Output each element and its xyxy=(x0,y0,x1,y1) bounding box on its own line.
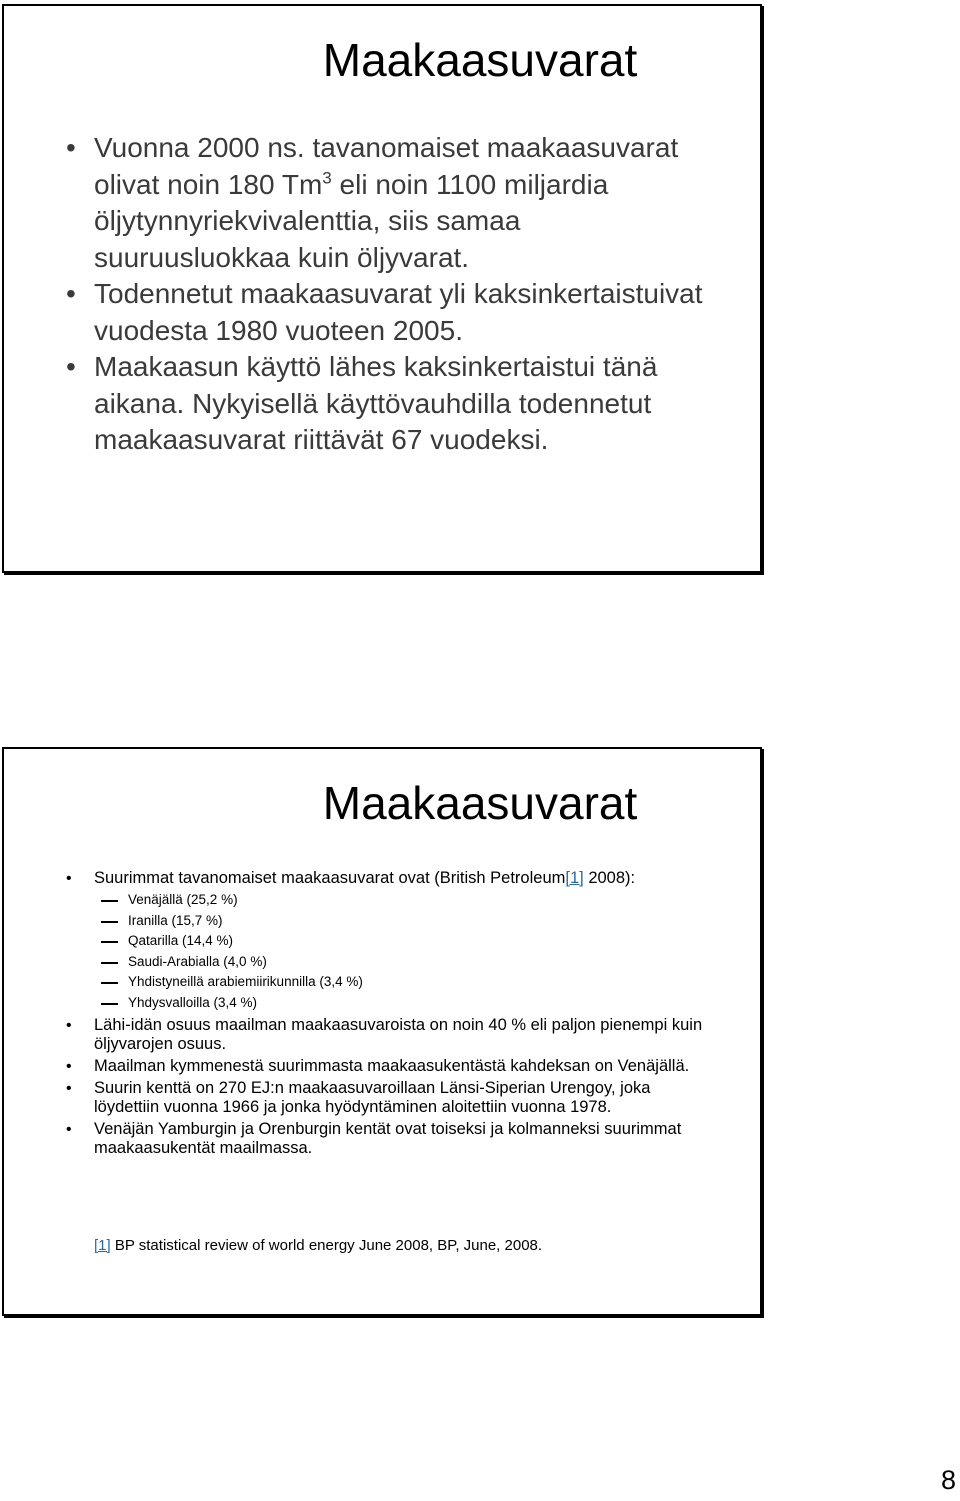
slide-2-title: Maakaasuvarat xyxy=(322,777,638,829)
slide-2-bullet-intro: • Suurimmat tavanomaiset maakaasuvarat ovat (British Petroleum[1] 2008): Venäjällä (25,2 %) Iranilla (15,7 %) Qatarilla (14,4 %) Saudi-Arabialla (4,0 %) Yhdistyneillä arabiemiirikunnilla (3,4 %) Yhdysvalloilla (3,4 %) xyxy=(66,869,716,1013)
slide-1-bullet-list xyxy=(66,130,706,459)
superscript-3: 3 xyxy=(322,168,332,188)
country-item: Yhdistyneillä arabiemiirikunnilla (3,4 %) xyxy=(101,972,716,993)
slide-2-bullet: • Suurin kenttä on 270 EJ:n maakaasuvaroillaan Länsi-Siperian Urengoy, joka löydettiin vuonna 1966 ja jonka hyödyntäminen aloitettiin vuonna 1978. xyxy=(66,1079,651,1116)
bullet-dot-icon: • xyxy=(66,870,72,887)
bullet-dot-icon: • xyxy=(66,132,76,163)
dash-icon xyxy=(101,900,118,902)
dash-icon xyxy=(101,921,118,923)
footnote: [1] BP statistical review of world energy June 2008, BP, June, 2008. xyxy=(94,1237,543,1254)
country-item: Yhdysvalloilla (3,4 %) xyxy=(101,993,716,1014)
bullet-dot-icon: • xyxy=(66,351,76,382)
slide-1-bullet-1: • Vuonna 2000 ns. tavanomaiset maakaasuvarat olivat noin 180 Tm$^3$ eli noin 1100 miljardia öljytynnyriekvivalenttia, siis samaa suuruusluokkaa kuin öljyvarat. xyxy=(66,132,679,273)
dash-icon xyxy=(101,962,118,964)
country-item: Qatarilla (14,4 %) xyxy=(101,931,716,952)
country-item: Iranilla (15,7 %) xyxy=(101,911,716,932)
country-item: Venäjällä (25,2 %) xyxy=(101,890,716,911)
footnote-ref-link[interactable]: [1] xyxy=(565,869,584,887)
slide-2-bullet: • Lähi-idän osuus maailman maakaasuvaroista on noin 40 % eli paljon pienempi kuin öljyvarojen osuus. xyxy=(66,1016,703,1053)
dash-icon xyxy=(101,1003,118,1005)
slide-2-bullet: • Maailman kymmenestä suurimmasta maakaasukentästä kahdeksan on Venäjällä. xyxy=(66,1057,690,1075)
footnote-ref-link[interactable]: [1] xyxy=(94,1237,111,1254)
bullet-dot-icon: • xyxy=(66,1121,72,1138)
dash-icon xyxy=(101,982,118,984)
slide-2-bullet-list xyxy=(66,869,716,1161)
bullet-dot-icon: • xyxy=(66,1080,72,1097)
bullet-dot-icon: • xyxy=(66,1058,72,1075)
slide-1-bullet-2: • Todennetut maakaasuvarat yli kaksinkertaistuivat vuodesta 1980 vuoteen 2005. xyxy=(66,278,703,346)
slide-1-title: Maakaasuvarat xyxy=(322,34,638,86)
slide-2-bullet: • Venäjän Yamburgin ja Orenburgin kentät ovat toiseksi ja kolmanneksi suurimmat maakaasukentät maailmassa. xyxy=(66,1120,682,1157)
bullet-dot-icon: • xyxy=(66,1017,72,1034)
page-number: 8 xyxy=(940,1465,956,1495)
country-sublist xyxy=(101,890,716,1013)
dash-icon xyxy=(101,941,118,943)
bullet-dot-icon: • xyxy=(66,278,76,309)
slide-1-bullet-3: • Maakaasun käyttö lähes kaksinkertaistui tänä aikana. Nykyisellä käyttövauhdilla todennetut maakaasuvarat riittävät 67 vuodeksi. xyxy=(66,351,658,455)
country-item: Saudi-Arabialla (4,0 %) xyxy=(101,952,716,973)
